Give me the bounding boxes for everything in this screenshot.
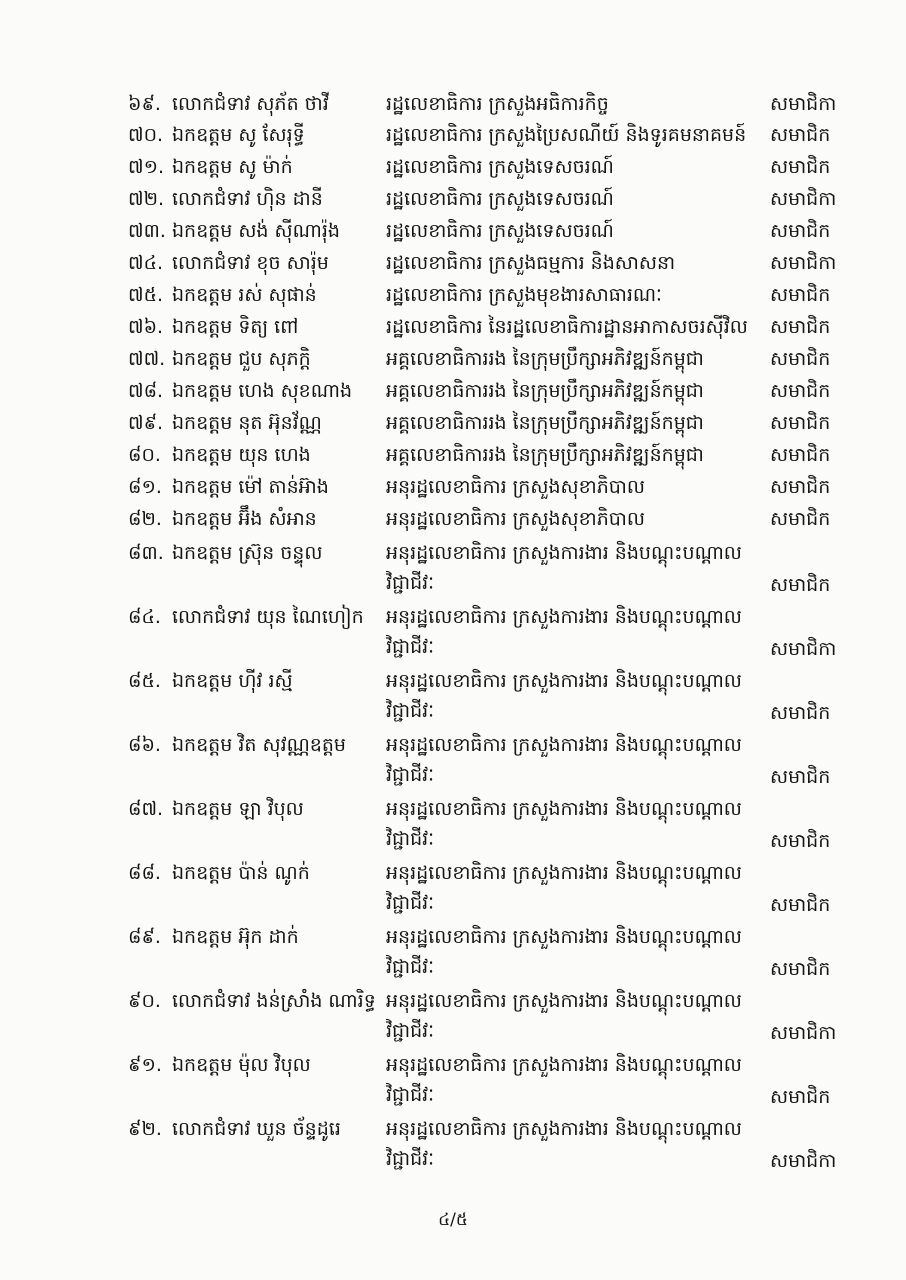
member-number: ៨០. (128, 444, 161, 466)
member-number: ៧២. (128, 188, 165, 210)
member-number: ៧១. (128, 156, 165, 178)
member-role: សមាជិកា (770, 93, 837, 115)
member-number: ៧៥. (128, 284, 164, 306)
member-number: ៦៩. (128, 93, 161, 115)
member-number: ៩០. (128, 990, 161, 1012)
member-number: ៧៤. (128, 252, 164, 274)
member-number: ៨៧. (128, 798, 164, 820)
member-number: ៨២. (128, 508, 162, 530)
member-position-line1: អនុរដ្ឋលេខាធិការ ក្រសួងការងារ និងបណ្តុះបណ្តាល (386, 926, 742, 948)
member-role: សមាជិក (770, 894, 831, 916)
member-position (386, 408, 758, 438)
member-role: សមាជិក (770, 958, 831, 980)
member-name: ឯកឧត្តម វិត សុវណ្ណឧត្តម (172, 734, 346, 756)
member-position-line2: វិជ្ជាជីវៈ (386, 764, 435, 786)
member-number: ៩១. (128, 1054, 162, 1076)
member-position (386, 504, 758, 534)
member-position-line1: រដ្ឋលេខាធិការ ក្រសួងទេសចរណ៍ (386, 188, 614, 210)
member-position (386, 152, 758, 182)
member-name: លោកជំទាវ សុភ័ត ថាវី (172, 93, 329, 115)
member-role: សមាជិក (770, 702, 831, 724)
member-position-line1: អនុរដ្ឋលេខាធិការ ក្រសួងសុខាភិបាល (386, 508, 645, 530)
member-position (386, 986, 758, 1046)
member-position-line1: រដ្ឋលេខាធិការ ក្រសួងប្រៃសណីយ៍ និងទូរគមនាគមន៍ (386, 124, 747, 146)
member-name: ឯកឧត្តម ហ៊ីវ រស្មី (172, 670, 293, 692)
member-role: សមាជិកា (770, 252, 837, 274)
member-number: ៧៧. (128, 348, 166, 370)
member-role: សមាជិក (770, 476, 831, 498)
member-position (386, 1050, 758, 1110)
member-name: ឯកឧត្តម សង់ ស៊ីណារ៉ុង (172, 220, 340, 242)
member-number: ៧៨. (128, 380, 164, 402)
member-position-line2: វិជ្ជាជីវៈ (386, 828, 435, 850)
member-number: ៨១. (128, 476, 162, 498)
member-position (386, 440, 758, 470)
member-position-line1: អគ្គលេខាធិការរង នៃក្រុមប្រឹក្សាអភិវឌ្ឍន៍កម្ពុជា (386, 412, 704, 434)
member-position (386, 666, 758, 726)
member-number: ៩២. (128, 1118, 162, 1140)
member-position-line2: វិជ្ជាជីវៈ (386, 892, 435, 914)
member-position-line1: អនុរដ្ឋលេខាធិការ ក្រសួងការងារ និងបណ្តុះបណ្តាល (386, 734, 742, 756)
member-number: ៨៣. (128, 542, 164, 564)
member-name: ឯកឧត្តម ហេង សុខណាង (172, 380, 352, 402)
member-position-line1: អគ្គលេខាធិការរង នៃក្រុមប្រឹក្សាអភិវឌ្ឍន៍កម្ពុជា (386, 348, 704, 370)
member-role: សមាជិក (770, 380, 831, 402)
member-position-line2: វិជ្ជាជីវៈ (386, 700, 435, 722)
member-position (386, 538, 758, 598)
member-position-line1: អនុរដ្ឋលេខាធិការ ក្រសួងការងារ និងបណ្តុះបណ្តាល (386, 670, 742, 692)
member-position (386, 472, 758, 502)
member-position (386, 344, 758, 374)
member-name: លោកជំទាវ ខុច សារ៉ុម (172, 252, 329, 274)
member-name: ឯកឧត្តម ម៉ៅ តាន់អ៊ាង (172, 476, 329, 498)
member-position (386, 602, 758, 662)
member-name: លោកជំទាវ ងន់ស្រាំង ណារិទ្ធ (172, 990, 376, 1012)
member-role: សមាជិក (770, 766, 831, 788)
member-role: សមាជិក (770, 830, 831, 852)
member-position (386, 89, 758, 119)
member-position-line1: អនុរដ្ឋលេខាធិការ ក្រសួងការងារ និងបណ្តុះបណ្តាល (386, 862, 742, 884)
member-position-line2: វិជ្ជាជីវៈ (386, 956, 435, 978)
member-role: សមាជិក (770, 574, 831, 596)
member-role: សមាជិក (770, 412, 831, 434)
member-role: សមាជិក (770, 316, 831, 338)
member-name: ឯកឧត្តម ជួប សុភក្តិ (172, 348, 311, 370)
member-role: សមាជិកា (770, 1150, 837, 1172)
member-position-line1: អគ្គលេខាធិការរង នៃក្រុមប្រឹក្សាអភិវឌ្ឍន៍កម្ពុជា (386, 380, 704, 402)
member-name: លោកជំទាវ យុន ណៃហៀក (172, 606, 364, 628)
member-position (386, 922, 758, 982)
member-position-line1: អនុរដ្ឋលេខាធិការ ក្រសួងសុខាភិបាល (386, 476, 645, 498)
member-name: ឯកឧត្តម យុន ហេង (172, 444, 311, 466)
member-number: ៨៥. (128, 670, 161, 692)
member-position-line1: រដ្ឋលេខាធិការ ក្រសួងមុខងារសាធារណៈ (386, 284, 662, 306)
member-name: ឯកឧត្តម នុត អ៊ុនវ័ណ្ណ (172, 412, 322, 434)
member-role: សមាជិកា (770, 1022, 837, 1044)
member-name: ឯកឧត្តម ទិត្យ ពៅ (172, 316, 299, 338)
member-position (386, 248, 758, 278)
member-role: សមាជិកា (770, 638, 837, 660)
page-number: ៤/៥ (438, 1210, 468, 1230)
member-role: សមាជិក (770, 124, 831, 146)
member-number: ៧៣. (128, 220, 166, 242)
member-position-line1: អនុរដ្ឋលេខាធិការ ក្រសួងការងារ និងបណ្តុះបណ្តាល (386, 1054, 742, 1076)
member-role: សមាជិក (770, 220, 831, 242)
member-name: លោកជំទាវ ហ៊ិន ដានី (172, 188, 323, 210)
member-position (386, 730, 758, 790)
member-role: សមាជិក (770, 348, 831, 370)
member-position-line2: វិជ្ជាជីវៈ (386, 636, 435, 658)
member-role: សមាជិក (770, 508, 831, 530)
member-position-line2: វិជ្ជាជីវៈ (386, 572, 435, 594)
member-number: ៨៤. (128, 606, 161, 628)
member-role: សមាជិក (770, 156, 831, 178)
member-position-line1: រដ្ឋលេខាធិការ ក្រសួងធម្មការ និងសាសនា (386, 252, 676, 274)
member-position-line1: រដ្ឋលេខាធិការ ក្រសួងទេសចរណ៍ (386, 156, 614, 178)
member-position-line1: រដ្ឋលេខាធិការ ក្រសួងអធិការកិច្ច (386, 93, 609, 115)
member-name: ឯកឧត្តម ឡា វិបុល (172, 798, 304, 820)
member-position (386, 858, 758, 918)
member-position (386, 312, 758, 342)
member-position-line1: រដ្ឋលេខាធិការ ក្រសួងទេសចរណ៍ (386, 220, 614, 242)
member-position-line1: អគ្គលេខាធិការរង នៃក្រុមប្រឹក្សាអភិវឌ្ឍន៍កម្ពុជា (386, 444, 704, 466)
member-name: ឯកឧត្តម អ៊ឹង សំអាន (172, 508, 317, 530)
member-role: សមាជិក (770, 284, 831, 306)
member-position-line1: អនុរដ្ឋលេខាធិការ ក្រសួងការងារ និងបណ្តុះបណ្តាល (386, 1118, 742, 1140)
member-position (386, 184, 758, 214)
member-position-line1: អនុរដ្ឋលេខាធិការ ក្រសួងការងារ និងបណ្តុះបណ្តាល (386, 798, 742, 820)
member-number: ៧៦. (128, 316, 164, 338)
member-position-line2: វិជ្ជាជីវៈ (386, 1020, 435, 1042)
member-position-line1: អនុរដ្ឋលេខាធិការ ក្រសួងការងារ និងបណ្តុះបណ្តាល (386, 606, 742, 628)
member-position-line1: អនុរដ្ឋលេខាធិការ ក្រសួងការងារ និងបណ្តុះបណ្តាល (386, 990, 742, 1012)
member-name: ឯកឧត្តម ម៉ុល វិបុល (172, 1054, 311, 1076)
member-role: សមាជិកា (770, 188, 837, 210)
member-position (386, 280, 758, 310)
member-name: លោកជំទាវ ឃួន ច័ន្ទដូរេ (172, 1118, 341, 1140)
member-role: សមាជិក (770, 1086, 831, 1108)
member-number: ៨៦. (128, 734, 161, 756)
member-name: ឯកឧត្តម ស្រ៊ុន ចន្ទុល (172, 542, 323, 564)
member-role: សមាជិក (770, 444, 831, 466)
member-number: ៨៩. (128, 926, 161, 948)
member-name: ឯកឧត្តម ប៉ាន់ ណូក់ (172, 862, 310, 884)
member-position-line2: វិជ្ជាជីវៈ (386, 1084, 435, 1106)
member-position (386, 794, 758, 854)
member-name: ឯកឧត្តម រស់ សុផាន់ (172, 284, 317, 306)
member-number: ៧៩. (128, 412, 164, 434)
member-number: ៨៨. (128, 862, 161, 884)
member-position (386, 216, 758, 246)
member-name: ឯកឧត្តម អ៊ុក ដាក់ (172, 926, 299, 948)
member-position (386, 120, 758, 150)
member-position-line2: វិជ្ជាជីវៈ (386, 1148, 435, 1170)
member-name: ឯកឧត្តម សូ សែរុទ្ធី (172, 124, 305, 146)
member-position-line1: រដ្ឋលេខាធិការ នៃរដ្ឋលេខាធិការដ្ឋានអាកាសចរស៊ីវិល (386, 316, 748, 338)
member-position (386, 376, 758, 406)
member-position-line1: អនុរដ្ឋលេខាធិការ ក្រសួងការងារ និងបណ្តុះបណ្តាល (386, 542, 742, 564)
member-name: ឯកឧត្តម សូ ម៉ាក់ (172, 156, 293, 178)
member-position (386, 1114, 758, 1174)
member-number: ៧០. (128, 124, 164, 146)
